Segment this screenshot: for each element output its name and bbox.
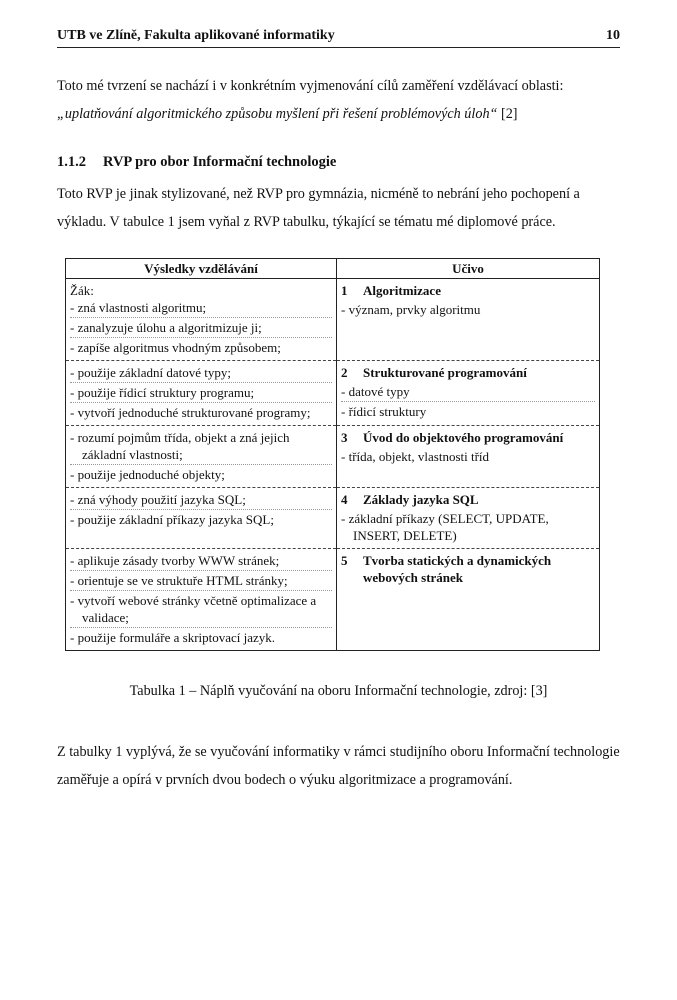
table-row <box>66 361 600 426</box>
outcome-item: - použije formuláře a skriptovací jazyk. <box>70 629 332 647</box>
curriculum-cell <box>337 279 600 361</box>
intro-line: Toto mé tvrzení se nachází i v konkrétním vyjmenování cílů zaměření vzdělávací oblasti: <box>57 78 564 94</box>
topic-number: 2 <box>341 365 348 380</box>
subtopic-item: - základní příkazy (SELECT, UPDATE, INSERT, DELETE) <box>341 510 595 545</box>
topic-title: Algoritmizace <box>363 283 441 298</box>
header-curriculum: Učivo <box>337 259 600 279</box>
page-number: 10 <box>606 28 620 43</box>
subtopic-item: - datové typy <box>341 383 595 402</box>
page-header <box>57 28 620 48</box>
goal-quote: „uplatňování algoritmického způsobu myšlení při řešení problémových úloh“ <box>57 106 498 122</box>
section-title: RVP pro obor Informační technologie <box>103 154 337 170</box>
curriculum-cell <box>337 361 600 426</box>
outcomes-cell <box>66 361 337 426</box>
outcome-item: - rozumí pojmům třída, objekt a zná jejich základní vlastnosti; <box>70 429 332 465</box>
curriculum-cell <box>337 549 600 651</box>
header-title: UTB ve Zlíně, Fakulta aplikované informatiky <box>57 28 335 43</box>
section-heading <box>57 154 336 171</box>
outcome-item: - aplikuje zásady tvorby WWW stránek; <box>70 552 332 571</box>
topic-title: Strukturované programování <box>363 365 527 380</box>
intro-paragraph <box>57 72 625 128</box>
section-number: 1.1.2 <box>57 154 86 170</box>
topic-number: 4 <box>341 492 348 507</box>
topic-heading <box>341 429 595 446</box>
table-row <box>66 488 600 549</box>
outcome-item: - vytvoří jednoduché strukturované programy; <box>70 404 332 422</box>
topic-heading <box>341 364 595 381</box>
outcome-item: - použije jednoduché objekty; <box>70 466 332 484</box>
student-label: Žák: <box>70 283 94 298</box>
outcome-item: - vytvoří webové stránky včetně optimalizace a validace; <box>70 592 332 628</box>
outcomes-cell <box>66 488 337 549</box>
body-paragraph-2: Z tabulky 1 vyplývá, že se vyučování informatiky v rámci studijního oboru Informační technologie zaměřuje a opírá v prvních dvou bodech o výuku algoritmizace a programování. <box>57 744 620 788</box>
subtopic-item: - význam, prvky algoritmu <box>341 301 595 319</box>
outcomes-cell <box>66 426 337 488</box>
curriculum-table <box>65 258 600 651</box>
outcome-item: - zná výhody použití jazyka SQL; <box>70 491 332 510</box>
outcome-item: - orientuje se ve struktuře HTML stránky; <box>70 572 332 591</box>
outcomes-cell <box>66 549 337 651</box>
quote-reference: [2] <box>497 106 518 122</box>
outcome-item: - použije řídicí struktury programu; <box>70 384 332 403</box>
topic-number: 3 <box>341 430 348 445</box>
body-paragraph-1: Toto RVP je jinak stylizované, než RVP pro gymnázia, nicméně to nebrání jeho pochopení a výkladu. V tabulce 1 jsem vyňal z RVP tabulku, týkající se tématu mé diplomové práce. <box>57 186 580 230</box>
topic-title: Tvorba statických a dynamických webových stránek <box>363 553 552 585</box>
table-header-row <box>66 259 600 279</box>
topic-heading <box>341 491 595 508</box>
topic-title: Úvod do objektového programování <box>363 430 564 445</box>
topic-title: Základy jazyka SQL <box>363 492 479 507</box>
outcomes-cell <box>66 279 337 361</box>
outcome-item: - zná vlastnosti algoritmu; <box>70 299 332 318</box>
topic-heading <box>341 282 595 299</box>
topic-heading <box>341 552 595 586</box>
table-row <box>66 426 600 488</box>
table-row <box>66 549 600 651</box>
topic-number: 1 <box>341 283 348 298</box>
outcome-item: - zapíše algoritmus vhodným způsobem; <box>70 339 332 357</box>
table-row <box>66 279 600 361</box>
table-caption: Tabulka 1 – Náplň vyučování na oboru Informační technologie, zdroj: [3] <box>129 683 548 699</box>
outcome-item: - použije základní příkazy jazyka SQL; <box>70 511 332 529</box>
header-outcomes: Výsledky vzdělávání <box>66 259 337 279</box>
topic-number: 5 <box>341 553 348 568</box>
subtopic-item: - řídicí struktury <box>341 403 595 421</box>
outcome-item: - použije základní datové typy; <box>70 364 332 383</box>
outcome-item: - zanalyzuje úlohu a algoritmizuje ji; <box>70 319 332 338</box>
subtopic-item: - třída, objekt, vlastnosti tříd <box>341 448 595 466</box>
curriculum-cell <box>337 426 600 488</box>
curriculum-cell <box>337 488 600 549</box>
